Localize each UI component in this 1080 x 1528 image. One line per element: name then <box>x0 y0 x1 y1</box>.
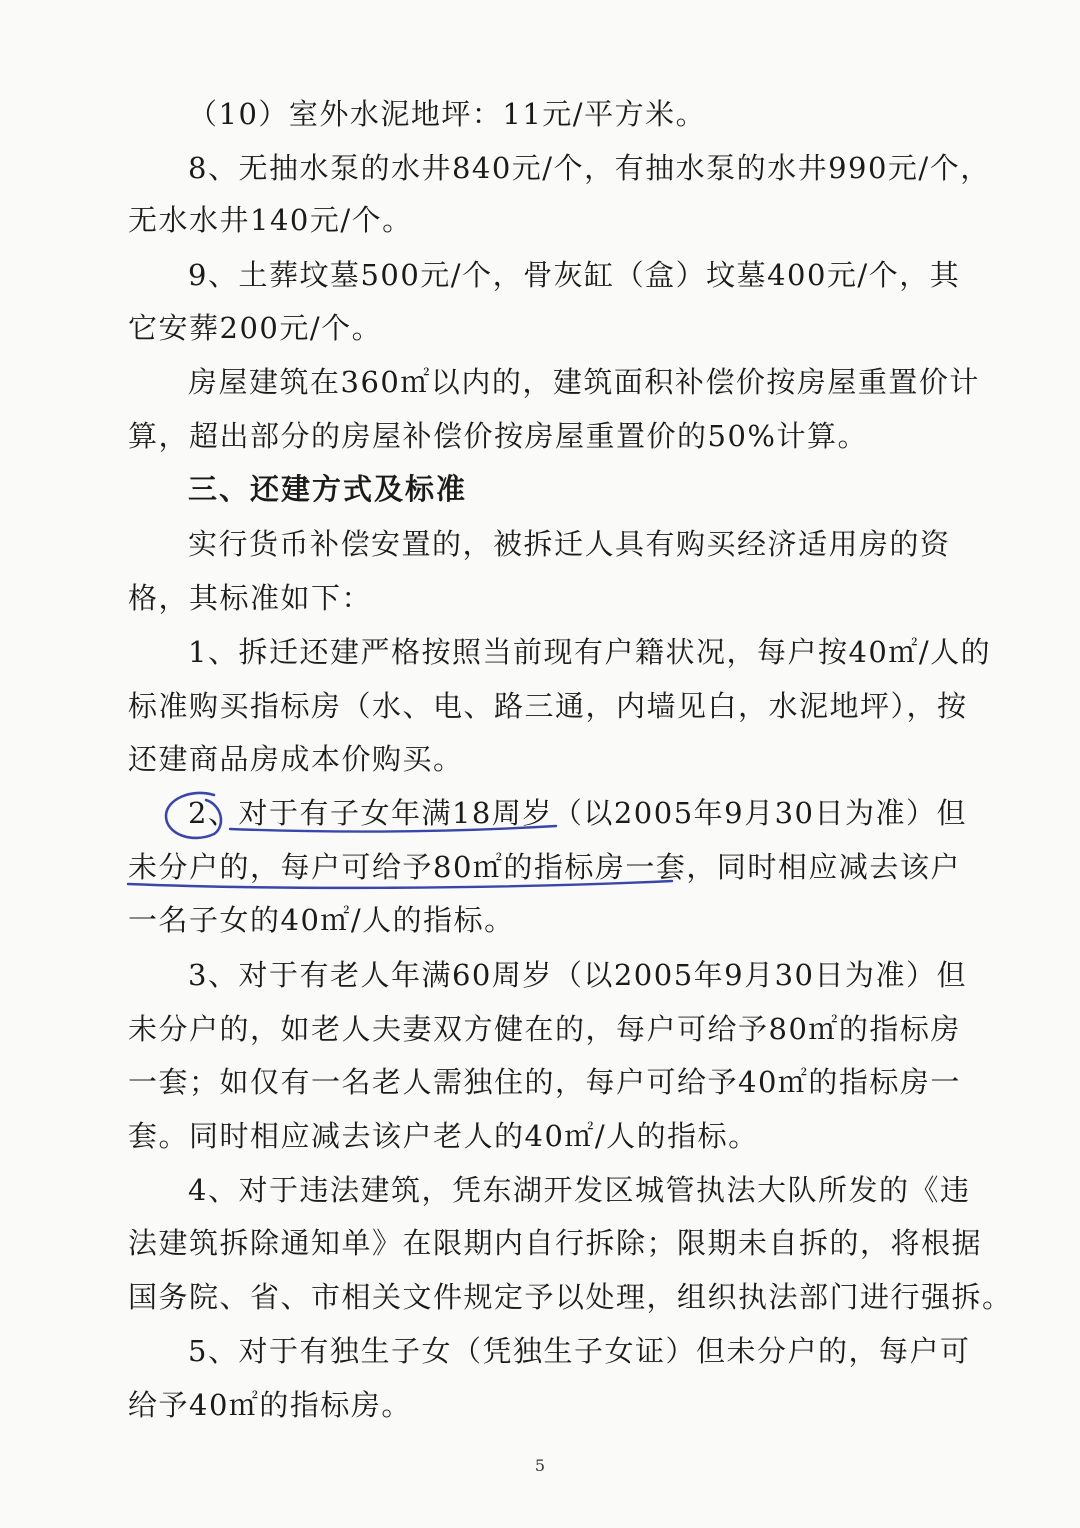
text-line: 未分户的，如老人夫妻双方健在的，每户可给予80㎡的指标房 <box>128 1012 961 1046</box>
text-line: 房屋建筑在360㎡以内的，建筑面积补偿价按房屋重置价计 <box>188 365 980 399</box>
text-line: 无水水井140元/个。 <box>128 203 413 237</box>
text-line: 格，其标准如下： <box>128 581 373 615</box>
text-line: （10）室外水泥地坪：11元/平方米。 <box>188 97 707 131</box>
text-line: 实行货币补偿安置的，被拆迁人具有购买经济适用房的资 <box>188 527 951 561</box>
text-line: 4、对于违法建筑，凭东湖开发区城管执法大队所发的《违 <box>188 1173 971 1207</box>
text-line: 1、拆迁还建严格按照当前现有户籍状况，每户按40㎡/人的 <box>188 635 992 669</box>
text-line: 一套；如仅有一名老人需独住的，每户可给予40㎡的指标房一 <box>128 1065 961 1099</box>
text-line: 套。同时相应减去该户老人的40㎡/人的指标。 <box>128 1119 759 1153</box>
text-line: 9、土葬坟墓500元/个，骨灰缸（盒）坟墓400元/个，其 <box>188 258 961 292</box>
text-line: 5、对于有独生子女（凭独生子女证）但未分户的，每户可 <box>188 1334 971 1368</box>
text-line: 未分户的，每户可给予80㎡的指标房一套，同时相应减去该户 <box>128 850 961 884</box>
text-line: 算，超出部分的房屋补偿价按房屋重置价的50%计算。 <box>128 419 868 453</box>
text-line: 2、对于有子女年满18周岁（以2005年9月30日为准）但 <box>188 796 968 830</box>
text-line: 法建筑拆除通知单》在限期内自行拆除；限期未自拆的，将根据 <box>128 1226 983 1260</box>
text-line: 标准购买指标房（水、电、路三通，内墙见白，水泥地坪），按 <box>128 689 968 723</box>
text-line: 8、无抽水泵的水井840元/个，有抽水泵的水井990元/个， <box>188 151 991 185</box>
text-line: 一名子女的40㎡/人的指标。 <box>128 903 515 937</box>
text-line: 它安葬200元/个。 <box>128 311 383 345</box>
text-line: 给予40㎡的指标房。 <box>128 1388 412 1422</box>
page-number: 5 <box>534 1456 546 1475</box>
text-line: 3、对于有老人年满60周岁（以2005年9月30日为准）但 <box>188 958 968 992</box>
text-line: 还建商品房成本价购买。 <box>128 742 464 776</box>
text-line: 国务院、省、市相关文件规定予以处理，组织执法部门进行强拆。 <box>128 1280 1013 1314</box>
section-heading: 三、还建方式及标准 <box>188 472 468 506</box>
